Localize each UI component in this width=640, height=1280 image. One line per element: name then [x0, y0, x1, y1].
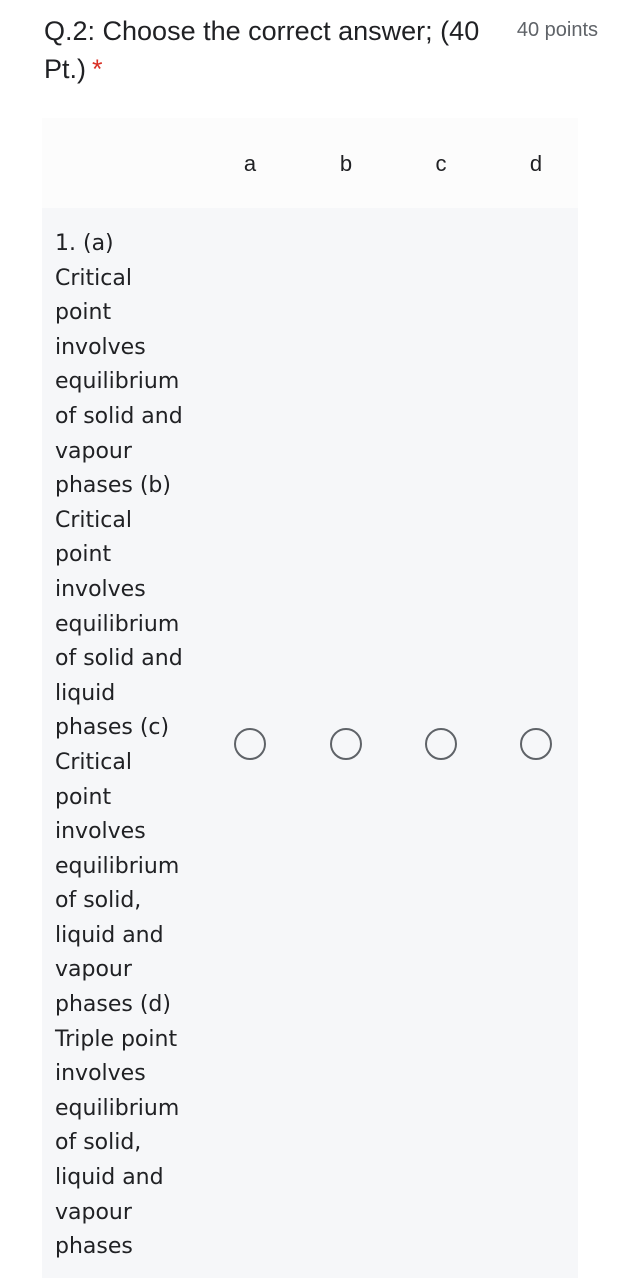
question-title	[44, 12, 484, 88]
column-header-d: d	[529, 151, 543, 176]
radio-button-b[interactable]	[330, 728, 362, 760]
points-label: 40 points	[516, 19, 598, 41]
grid-header	[42, 118, 578, 208]
column-header-a: a	[243, 151, 257, 176]
column-header-b: b	[339, 151, 353, 176]
required-marker: *	[92, 54, 103, 84]
radio-button-a[interactable]	[234, 728, 266, 760]
question-title-text: Q.2: Choose the correct answer; (40 Pt.)	[44, 16, 480, 84]
column-header-c: c	[435, 151, 447, 176]
radio-button-c[interactable]	[425, 728, 457, 760]
radio-button-d[interactable]	[520, 728, 552, 760]
row-label: 1. (a) Critical point involves equilibrium of solid and vapour phases (b) Critical point involves equilibrium of solid and liquid phases (c) Critical point involves equilibrium of solid, liquid and vapour phases (d) Triple point involves equilibrium of solid, liquid and vapour phases	[55, 231, 183, 1260]
grid-row-1	[42, 208, 578, 1278]
choice-grid	[42, 118, 578, 1278]
